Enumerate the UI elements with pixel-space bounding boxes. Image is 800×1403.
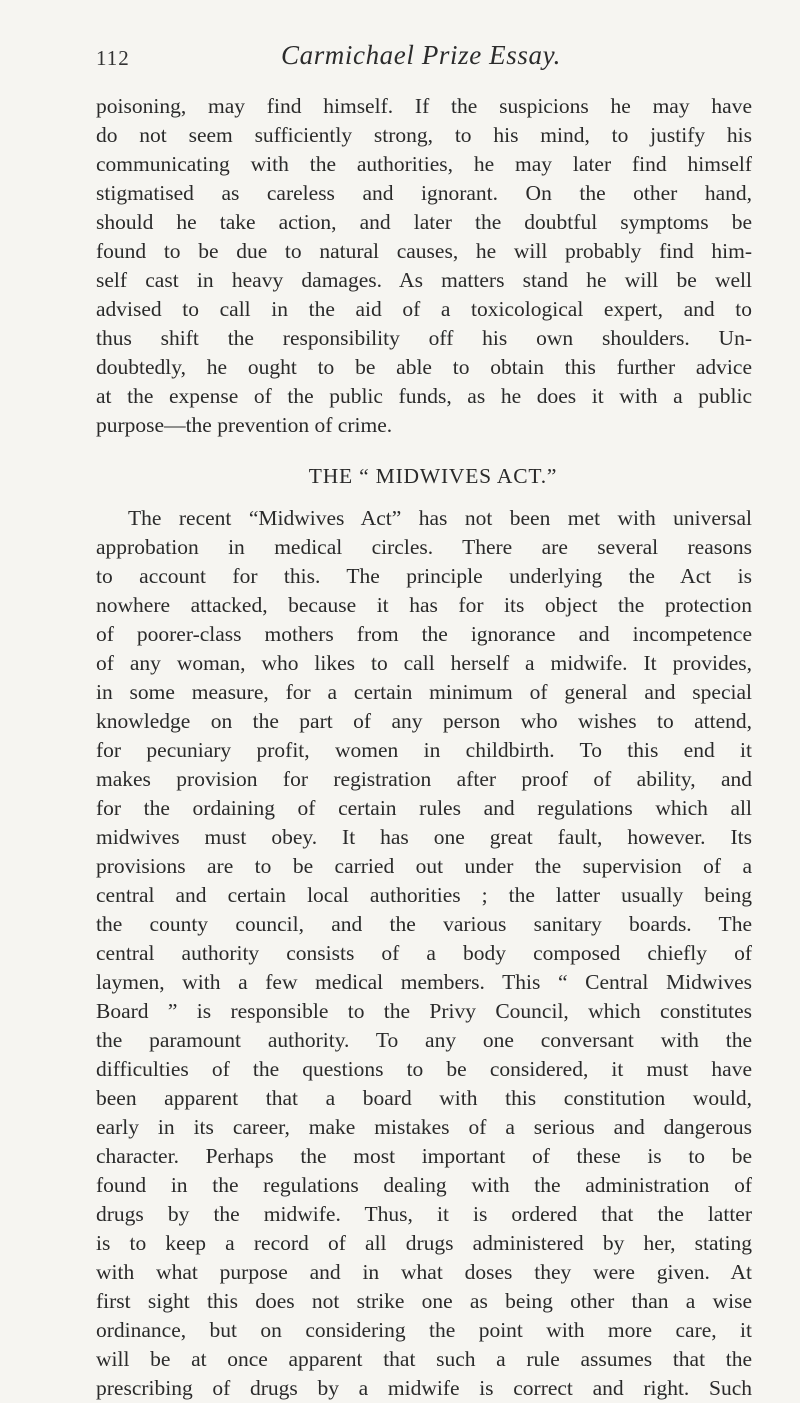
text-line: purpose—the prevention of crime. (96, 413, 393, 437)
text-line: for pecuniary profit, women in childbirth. To this end it (96, 738, 752, 762)
text-line: midwives must obey. It has one great fault, however. Its (96, 825, 752, 849)
text-line: drugs by the midwife. Thus, it is ordered that the latter (96, 1202, 752, 1226)
text-line: provisions are to be carried out under the supervision of a (96, 854, 752, 878)
text-line: approbation in medical circles. There are several reasons (96, 535, 752, 559)
running-head (96, 40, 746, 84)
text-line: knowledge on the part of any person who wishes to attend, (96, 709, 752, 733)
text-line: central authority consists of a body composed chiefly of (96, 941, 752, 965)
text-line: to account for this. The principle underlying the Act is (96, 564, 752, 588)
page-number: 112 (96, 46, 130, 70)
text-line: communicating with the authorities, he may later find himself (96, 152, 752, 176)
text-line: the county council, and the various sanitary boards. The (96, 912, 752, 936)
text-line: character. Perhaps the most important of these is to be (96, 1144, 752, 1168)
text-line: difficulties of the questions to be considered, it must have (96, 1057, 752, 1081)
text-line: self cast in heavy damages. As matters stand he will be well (96, 268, 752, 292)
text-line: at the expense of the public funds, as he does it with a public (96, 384, 752, 408)
text-line: is to keep a record of all drugs administered by her, stating (96, 1231, 752, 1255)
text-line: Board ” is responsible to the Privy Council, which constitutes (96, 999, 752, 1023)
text-line: doubtedly, he ought to be able to obtain this further advice (96, 355, 752, 379)
text-line: for the ordaining of certain rules and regulations which all (96, 796, 752, 820)
text-line: should he take action, and later the doubtful symptoms be (96, 210, 752, 234)
text-line: The recent “Midwives Act” has not been met with universal (128, 506, 752, 530)
section-heading: THE “ MIDWIVES ACT.” (308, 464, 558, 488)
text-line: of poorer-class mothers from the ignorance and incompetence (96, 622, 752, 646)
running-title: Carmichael Prize Essay. (280, 40, 562, 70)
text-line: laymen, with a few medical members. This “ Central Midwives (96, 970, 752, 994)
text-line: with what purpose and in what doses they were given. At (96, 1260, 752, 1284)
body-text (96, 92, 752, 1403)
text-line: been apparent that a board with this constitution would, (96, 1086, 752, 1110)
text-line: will be at once apparent that such a rule assumes that the (96, 1347, 752, 1371)
text-line: ordinance, but on considering the point with more care, it (96, 1318, 752, 1342)
text-line: found in the regulations dealing with the administration of (96, 1173, 752, 1197)
text-line: do not seem sufficiently strong, to his mind, to justify his (96, 123, 752, 147)
text-line: poisoning, may find himself. If the suspicions he may have (96, 94, 752, 118)
text-line: makes provision for registration after proof of ability, and (96, 767, 752, 791)
text-line: advised to call in the aid of a toxicological expert, and to (96, 297, 752, 321)
text-line: in some measure, for a certain minimum of general and special (96, 680, 752, 704)
text-line: of any woman, who likes to call herself a midwife. It provides, (96, 651, 752, 675)
text-line: stigmatised as careless and ignorant. On the other hand, (96, 181, 752, 205)
text-line: nowhere attacked, because it has for its object the protection (96, 593, 752, 617)
text-line: early in its career, make mistakes of a serious and dangerous (96, 1115, 752, 1139)
text-line: found to be due to natural causes, he will probably find him- (96, 239, 752, 263)
text-line: thus shift the responsibility off his own shoulders. Un- (96, 326, 752, 350)
paragraph-midwives-act (96, 504, 752, 1403)
text-line: prescribing of drugs by a midwife is correct and right. Such (96, 1376, 752, 1400)
text-line: first sight this does not strike one as being other than a wise (96, 1289, 752, 1313)
text-line: the paramount authority. To any one conversant with the (96, 1028, 752, 1052)
text-line: central and certain local authorities ; the latter usually being (96, 883, 752, 907)
paragraph-poisoning (96, 92, 752, 440)
